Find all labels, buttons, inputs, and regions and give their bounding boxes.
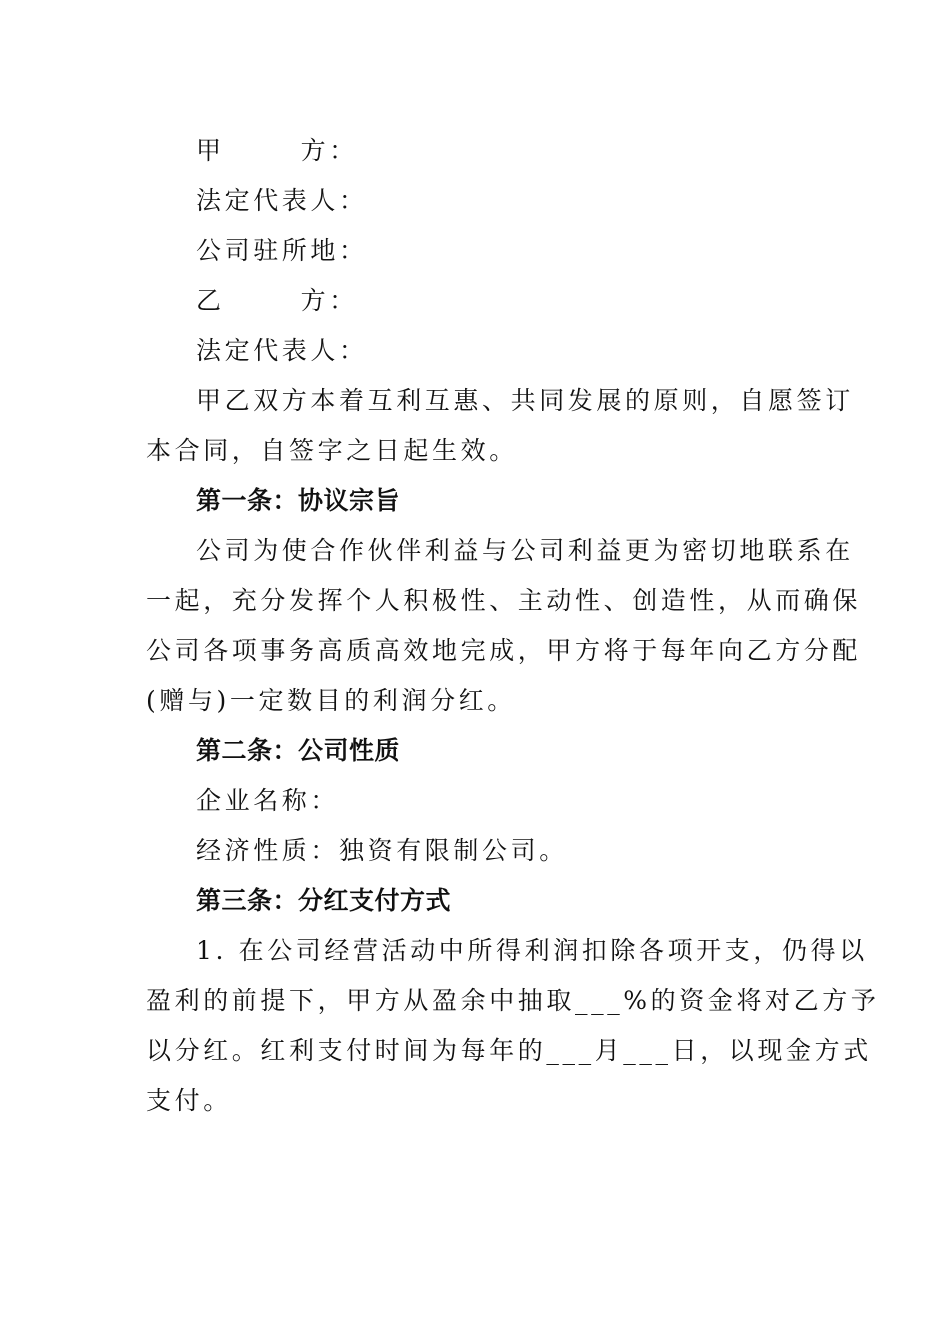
legal-representative-a: 法定代表人： bbox=[196, 186, 368, 215]
party-a-line bbox=[196, 136, 846, 166]
economic-nature-line: 经济性质：独资有限制公司。 bbox=[196, 836, 568, 865]
article-3-heading: 第三条：分红支付方式 bbox=[196, 886, 452, 915]
party-a-label: 甲 bbox=[196, 136, 225, 165]
legal-representative-b: 法定代表人： bbox=[196, 336, 368, 365]
party-a-colon: 方： bbox=[300, 136, 358, 165]
party-b-colon: 方： bbox=[300, 286, 358, 315]
company-name-label: 企业名称： bbox=[196, 786, 340, 815]
article-3-line-3: 以分红。红利支付时间为每年的___月___日，以现金方式 bbox=[146, 1036, 872, 1065]
article-3-line-1: 1. 在公司经营活动中所得利润扣除各项开支，仍得以 bbox=[196, 936, 868, 965]
article-2-heading: 第二条：公司性质 bbox=[196, 736, 401, 765]
company-address-label: 公司驻所地： bbox=[196, 236, 368, 265]
article-1-line-3: 公司各项事务高质高效地完成，甲方将于每年向乙方分配 bbox=[146, 636, 862, 665]
article-1-heading: 第一条：协议宗旨 bbox=[196, 486, 401, 515]
article-3-line-4: 支付。 bbox=[146, 1086, 232, 1115]
article-1-line-2: 一起，充分发挥个人积极性、主动性、创造性，从而确保 bbox=[146, 586, 862, 615]
article-3-line-2: 盈利的前提下，甲方从盈余中抽取___%的资金将对乙方予 bbox=[146, 986, 880, 1015]
party-b-label: 乙 bbox=[196, 286, 225, 315]
article-1-line-4: (赠与)一定数目的利润分红。 bbox=[146, 686, 516, 715]
preamble-line-1: 甲乙双方本着互利互惠、共同发展的原则，自愿签订 bbox=[196, 386, 854, 415]
preamble-line-2: 本合同，自签字之日起生效。 bbox=[146, 436, 518, 465]
article-1-line-1: 公司为使合作伙伴利益与公司利益更为密切地联系在 bbox=[196, 536, 854, 565]
party-b-line bbox=[196, 286, 846, 316]
